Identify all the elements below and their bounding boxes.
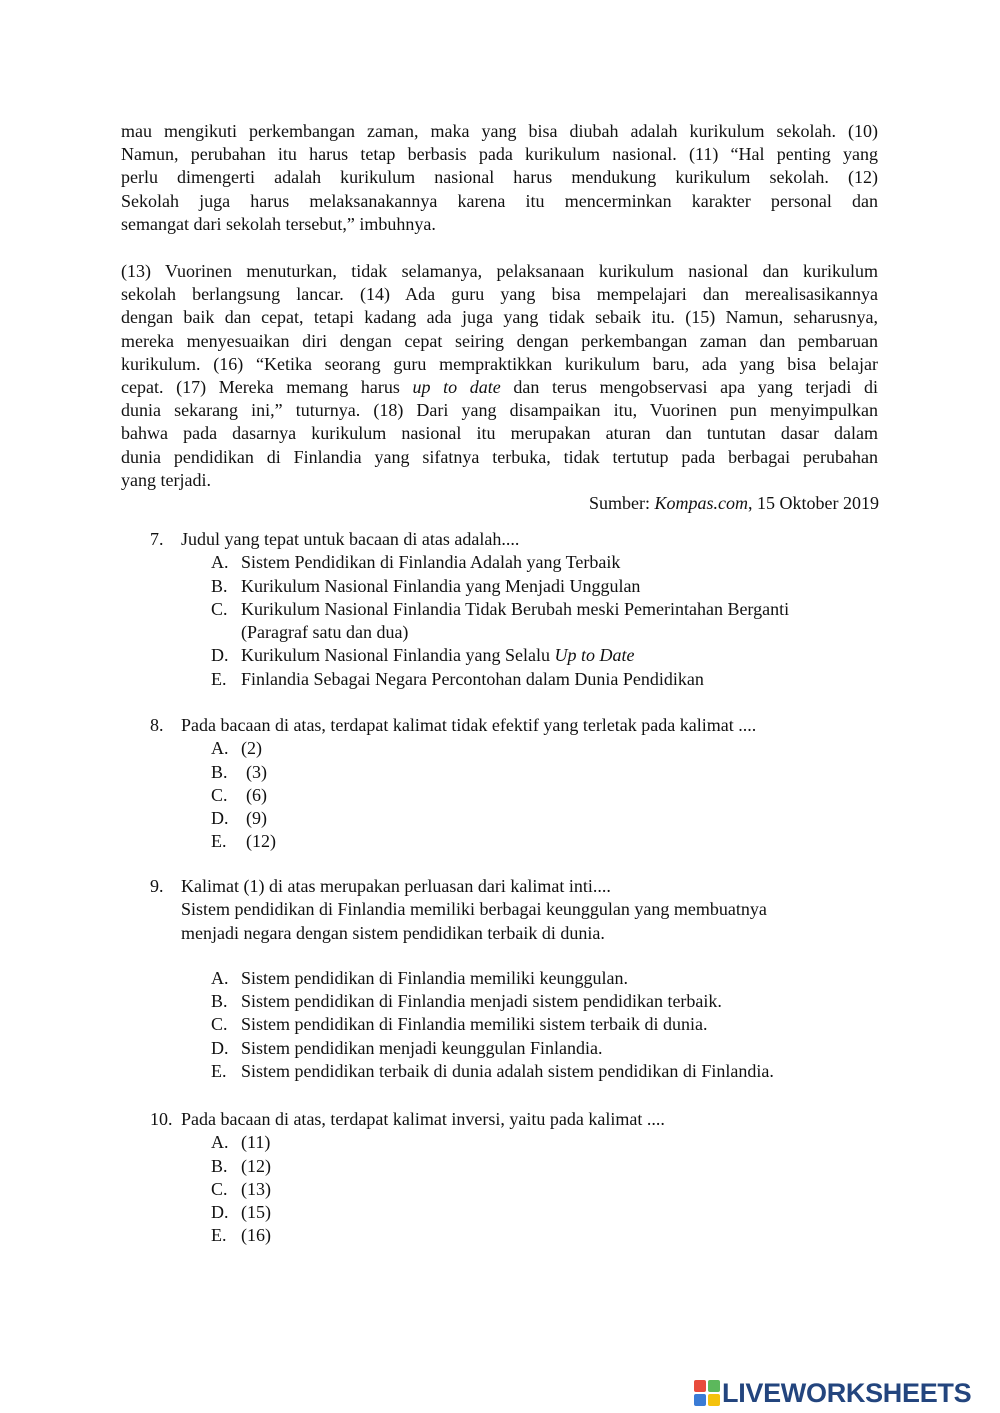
option-text: (12) (241, 1155, 271, 1176)
option-letter: B. (211, 991, 228, 1012)
option-letter: E. (211, 668, 227, 689)
source-date: , 15 Oktober 2019 (748, 493, 879, 513)
answer-options (150, 967, 774, 1083)
passage-line: dunia pendidikan di Finlandia yang sifatnya terbuka, tidak tertutup pada berbagai perubahan (121, 446, 878, 467)
liveworksheets-logo-icon (694, 1380, 720, 1406)
passage-text: cepat. (17) Mereka memang harus (121, 377, 413, 398)
passage-line: bahwa pada dasarnya kurikulum nasional itu merupakan aturan dan tuntutan dasar dalam (121, 423, 878, 444)
option-letter: A. (211, 738, 229, 759)
option-text-plain: Kurikulum Nasional Finlandia yang Selalu (241, 645, 555, 666)
question-10 (150, 1108, 665, 1248)
passage-line: Sekolah juga harus melaksanakannya karena itu mencerminkan karakter personal dan (121, 190, 878, 211)
option-text: (16) (241, 1225, 271, 1246)
logo-square-blue (694, 1394, 706, 1406)
option-letter: B. (211, 761, 228, 782)
option-letter: D. (211, 808, 229, 829)
question-stem (150, 714, 756, 737)
option-text: Sistem pendidikan terbaik di dunia adalah sistem pendidikan di Finlandia. (241, 1061, 774, 1082)
option-text (241, 645, 634, 665)
option-text: (9) (246, 808, 267, 829)
option-text: (11) (241, 1132, 271, 1153)
question-9 (150, 875, 774, 1083)
option-text: Sistem pendidikan di Finlandia menjadi sistem pendidikan terbaik. (241, 991, 722, 1012)
passage-line: kurikulum. (16) “Ketika seorang guru mempraktikkan kurikulum baru, ada yang bisa belajar (121, 353, 878, 374)
option-text: Sistem pendidikan di Finlandia memiliki sistem terbaik di dunia. (241, 1014, 708, 1035)
passage-line: mereka menyesuaikan diri dengan cepat seiring dengan perkembangan zaman dan pembaruan (121, 330, 878, 351)
passage-line (121, 376, 878, 399)
option-c[interactable] (211, 1178, 665, 1201)
option-c[interactable] (211, 598, 789, 645)
option-text: (15) (241, 1202, 271, 1223)
option-text (241, 598, 789, 645)
question-text: Kalimat (1) di atas merupakan perluasan dari kalimat inti.... (181, 876, 611, 896)
option-b[interactable] (211, 761, 756, 784)
option-e[interactable] (211, 830, 756, 853)
option-text: Kurikulum Nasional Finlandia yang Menjadi Unggulan (241, 575, 641, 596)
passage-line: dengan baik dan cepat, tetapi kadang ada juga yang tidak sebaik itu. (15) Namun, seharusnya, (121, 307, 878, 328)
option-text: (13) (241, 1178, 271, 1199)
passage-text: dan terus mengobservasi apa yang terjadi di (500, 377, 878, 398)
option-text: (12) (246, 831, 276, 852)
passage-italic: up to date (412, 377, 501, 398)
logo-text: LIVEWORKSHEETS (722, 1377, 972, 1408)
option-a[interactable] (211, 1131, 665, 1154)
source-name: Kompas.com (654, 493, 749, 513)
option-text: (2) (241, 738, 262, 759)
liveworksheets-logo[interactable] (694, 1378, 971, 1408)
passage-line: dunia sekarang ini,” tuturnya. (18) Dari yang disampaikan itu, Vuorinen pun menyimpulkan (121, 400, 878, 421)
option-letter: D. (211, 645, 229, 666)
option-a[interactable] (211, 737, 756, 760)
option-text: (3) (246, 761, 267, 782)
option-d[interactable] (211, 644, 789, 667)
option-e[interactable] (211, 1060, 774, 1083)
source-prefix: Sumber: (589, 493, 655, 513)
question-number: 9. (150, 876, 164, 896)
option-e[interactable] (211, 668, 789, 691)
passage-line: mau mengikuti perkembangan zaman, maka yang bisa diubah adalah kurikulum sekolah. (10) (121, 121, 878, 141)
option-c[interactable] (211, 784, 756, 807)
question-core-sentence: Sistem pendidikan di Finlandia memiliki berbagai keunggulan yang membuatnya (181, 899, 767, 920)
option-text-line: Kurikulum Nasional Finlandia Tidak Berubah meski Pemerintahan Berganti (241, 598, 790, 619)
option-letter: A. (211, 552, 229, 573)
answer-options (150, 1131, 665, 1247)
option-e[interactable] (211, 1224, 665, 1247)
question-8 (150, 714, 756, 854)
option-text: Sistem pendidikan di Finlandia memiliki keunggulan. (241, 967, 628, 988)
logo-square-yellow (708, 1394, 720, 1406)
passage-line: yang terjadi. (121, 469, 211, 490)
option-text: Sistem Pendidikan di Finlandia Adalah yang Terbaik (241, 552, 621, 573)
option-c[interactable] (211, 1013, 774, 1036)
question-7 (150, 528, 789, 691)
option-text: (6) (246, 784, 267, 805)
passage-paragraph-2 (121, 260, 878, 492)
question-stem (150, 875, 774, 898)
passage-line: semangat dari sekolah tersebut,” imbuhnya. (121, 213, 436, 234)
option-text-line: (Paragraf satu dan dua) (241, 622, 409, 643)
option-text: Sistem pendidikan menjadi keunggulan Finlandia. (241, 1037, 603, 1058)
answer-options (150, 551, 789, 691)
option-letter: A. (211, 1132, 229, 1153)
option-letter: A. (211, 967, 229, 988)
option-text-italic: Up to Date (554, 645, 635, 666)
logo-square-green (708, 1380, 720, 1392)
option-letter: B. (211, 1155, 228, 1176)
option-text: Finlandia Sebagai Negara Percontohan dalam Dunia Pendidikan (241, 668, 704, 689)
question-number: 10. (150, 1109, 173, 1129)
option-letter: C. (211, 598, 228, 619)
question-core-sentence: menjadi negara dengan sistem pendidikan terbaik di dunia. (181, 922, 605, 943)
logo-square-red (694, 1380, 706, 1392)
option-letter: E. (211, 1225, 227, 1246)
question-stem (150, 528, 789, 551)
question-text: Pada bacaan di atas, terdapat kalimat inversi, yaitu pada kalimat .... (181, 1109, 665, 1129)
question-stem (150, 1108, 665, 1131)
passage-paragraph-1 (121, 120, 878, 236)
passage-line: sekolah berlangsung lancar. (14) Ada guru yang bisa mempelajari dan merealisasikannya (121, 284, 878, 305)
option-d[interactable] (211, 807, 756, 830)
source-citation (589, 492, 879, 515)
option-d[interactable] (211, 1201, 665, 1224)
answer-options (150, 737, 756, 853)
question-number: 8. (150, 715, 164, 735)
option-letter: E. (211, 1061, 227, 1082)
option-b[interactable] (211, 575, 789, 598)
option-letter: C. (211, 1178, 228, 1199)
option-letter: C. (211, 1014, 228, 1035)
option-b[interactable] (211, 1155, 665, 1178)
passage-line: Namun, perubahan itu harus tetap berbasis pada kurikulum nasional. (11) “Hal penting yang (121, 144, 878, 165)
option-letter: E. (211, 831, 227, 852)
option-letter: B. (211, 575, 228, 596)
passage-line: (13) Vuorinen menuturkan, tidak selamanya, pelaksanaan kurikulum nasional dan kurikulum (121, 261, 878, 281)
question-text: Pada bacaan di atas, terdapat kalimat tidak efektif yang terletak pada kalimat .... (181, 715, 757, 735)
option-b[interactable] (211, 990, 774, 1013)
option-letter: D. (211, 1202, 229, 1223)
option-d[interactable] (211, 1037, 774, 1060)
option-a[interactable] (211, 551, 789, 574)
option-letter: C. (211, 784, 228, 805)
option-letter: D. (211, 1037, 229, 1058)
passage-line: perlu dimengerti adalah kurikulum nasional harus mendukung kurikulum sekolah. (12) (121, 167, 878, 188)
option-a[interactable] (211, 967, 774, 990)
question-text: Judul yang tepat untuk bacaan di atas adalah.... (181, 529, 520, 549)
question-number: 7. (150, 529, 164, 549)
